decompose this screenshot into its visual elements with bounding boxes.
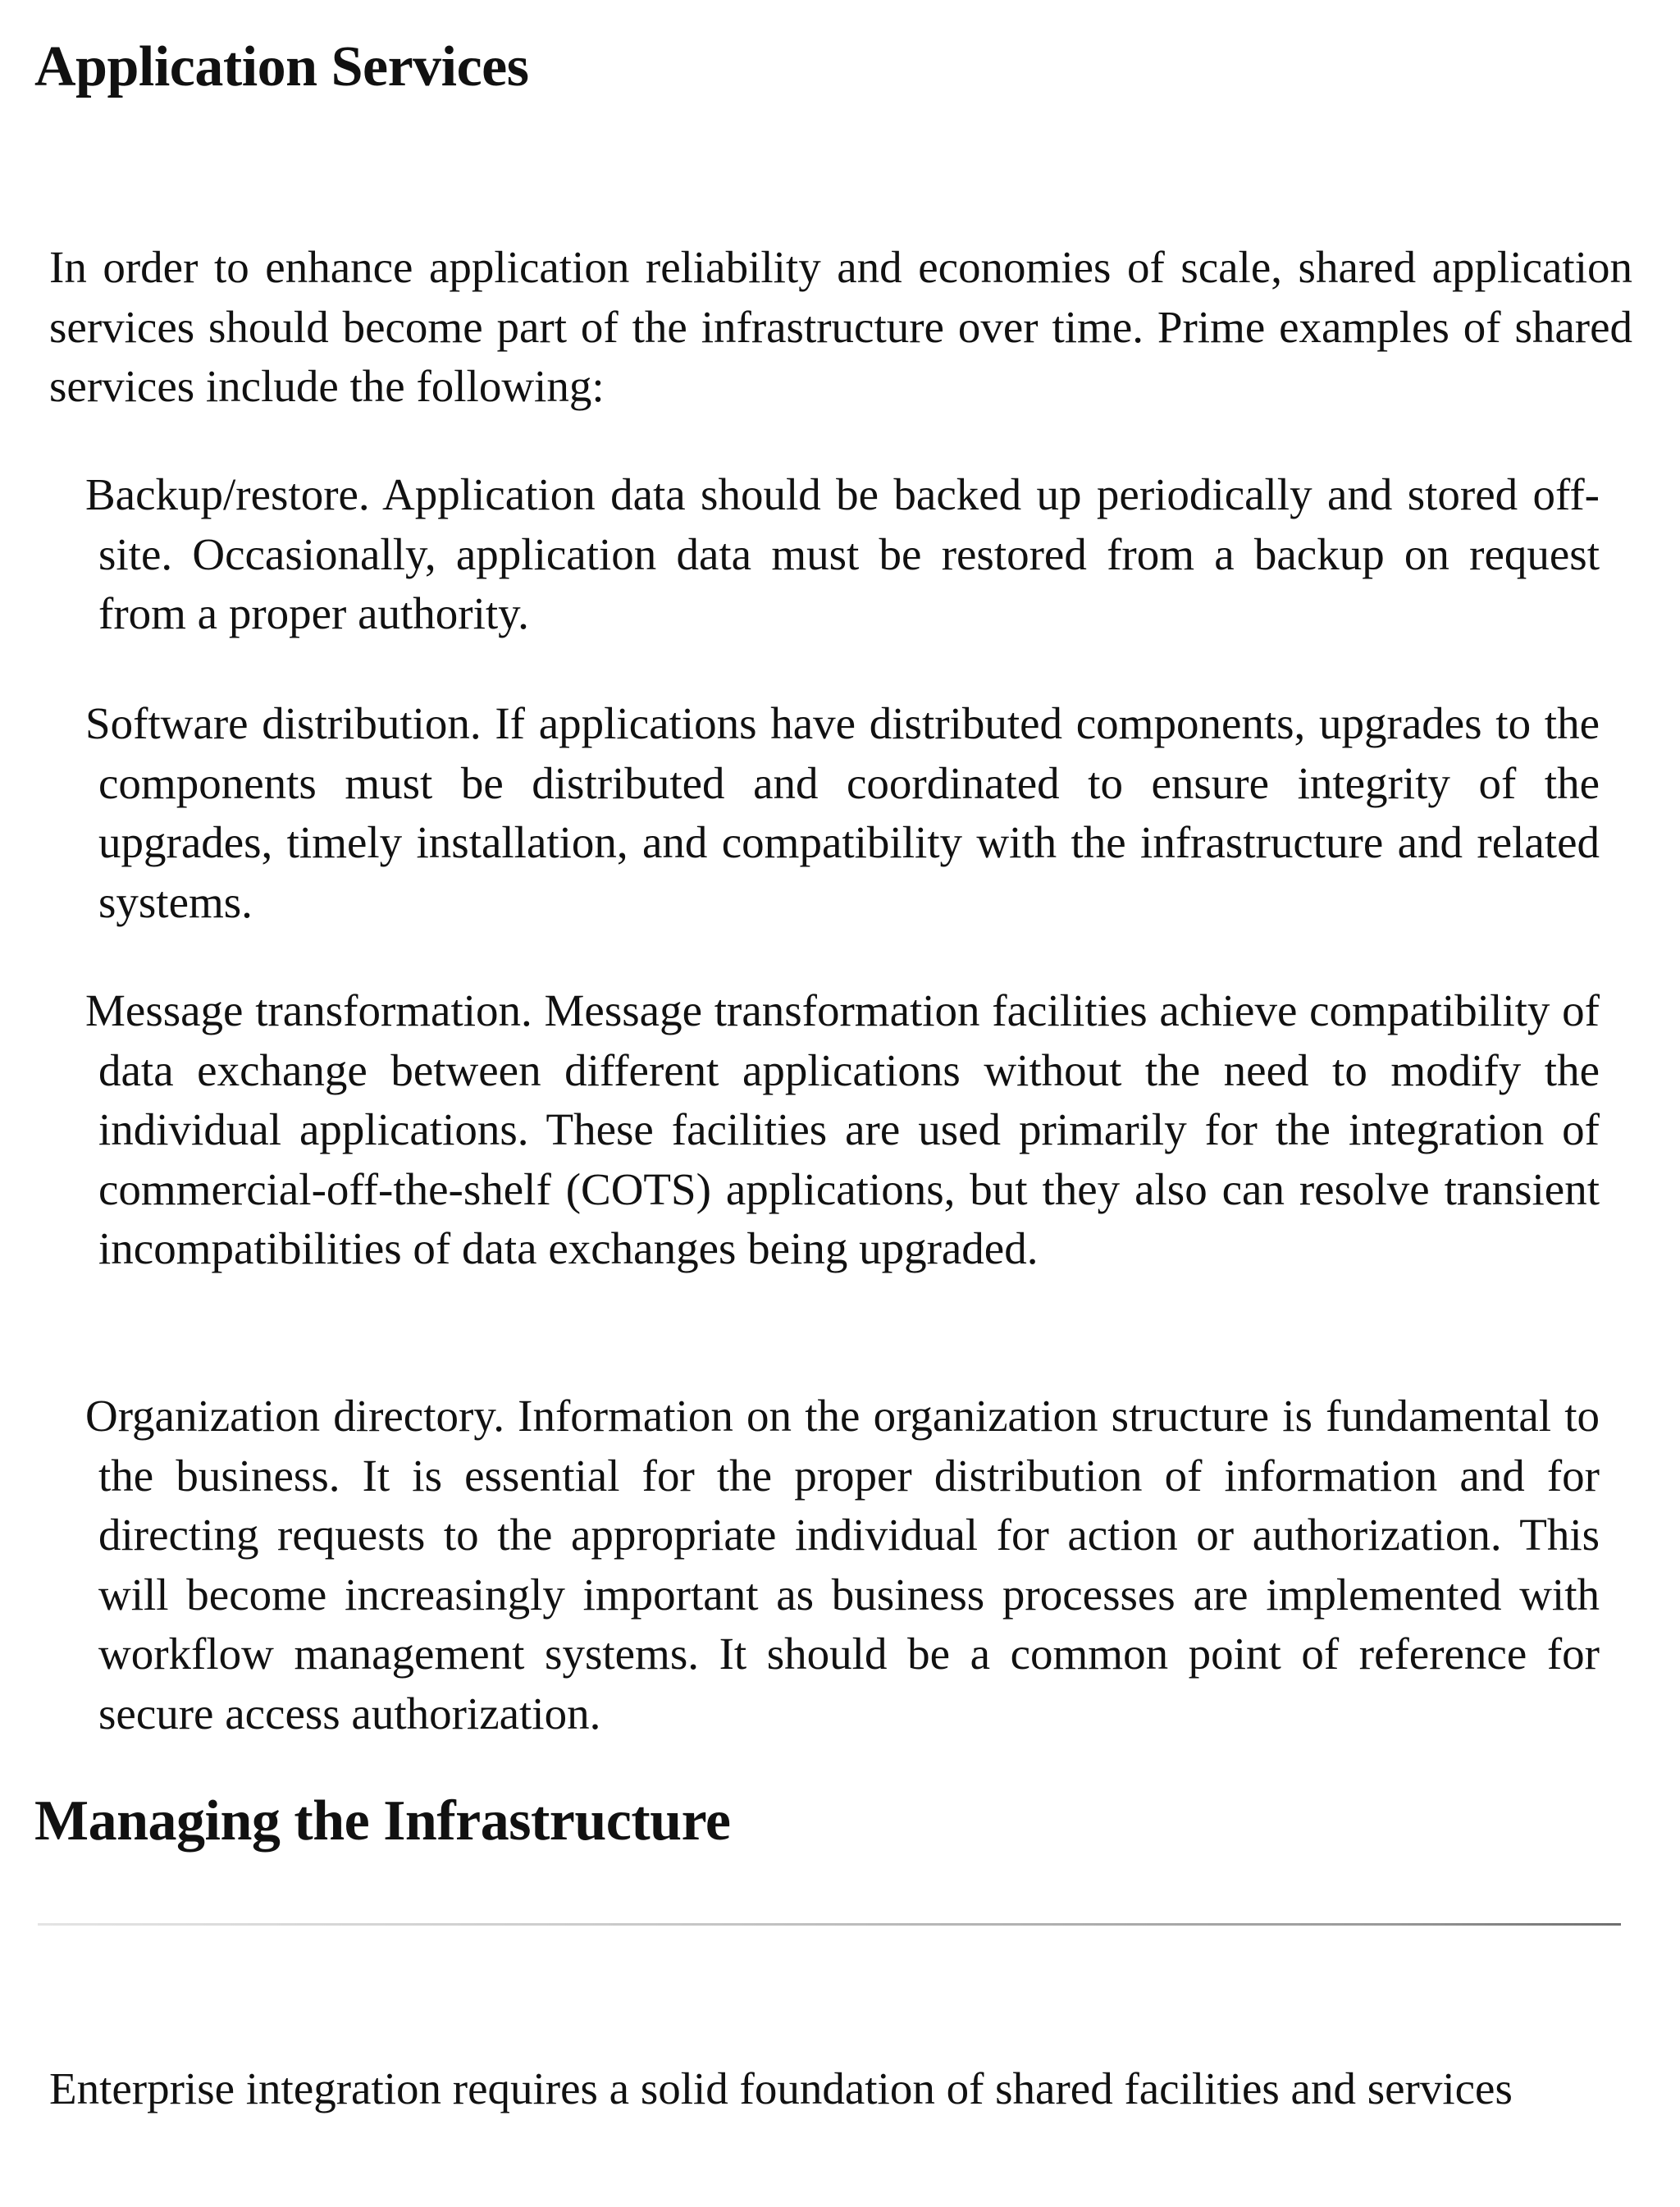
list-item-message-transformation: Message transformation. Message transformation facilities achieve compatibility of data exchange between different applications without the need to modify the individual applications. These facilities are used primarily for the integration of commercial-off-the-shelf (COTS) applications, but they also can resolve transient incompatibilities of data exchanges being upgraded. bbox=[85, 985, 1600, 1273]
list-item-organization-directory: Organization directory. Information on the organization structure is fundamental to the business. It is essential for the proper distribution of information and for directing requests to the appropriate individual for action or authorization. This will become increasingly important as business processes are implemented with workflow management systems. It should be a common point of reference for secure access authorization. bbox=[85, 1391, 1600, 1739]
section-heading-managing-infrastructure: Managing the Infrastructure bbox=[34, 1789, 731, 1853]
section-divider bbox=[38, 1923, 1621, 1926]
section-heading-application-services: Application Services bbox=[34, 35, 529, 98]
section-intro-paragraph: Enterprise integration requires a solid foundation of shared facilities and services bbox=[49, 2063, 1513, 2113]
list-item-backup-restore: Backup/restore. Application data should be backed up periodically and stored off-site. Occasionally, application data must be restored from a backup on request from a proper authority. bbox=[85, 469, 1600, 638]
intro-paragraph: In order to enhance application reliability and economies of scale, shared application services should become part of the infrastructure over time. Prime examples of shared services include the following: bbox=[49, 242, 1632, 411]
list-item-software-distribution: Software distribution. If applications have distributed components, upgrades to the components must be distributed and coordinated to ensure integrity of the upgrades, timely installation, and compatibility with the infrastructure and related systems. bbox=[85, 698, 1600, 927]
